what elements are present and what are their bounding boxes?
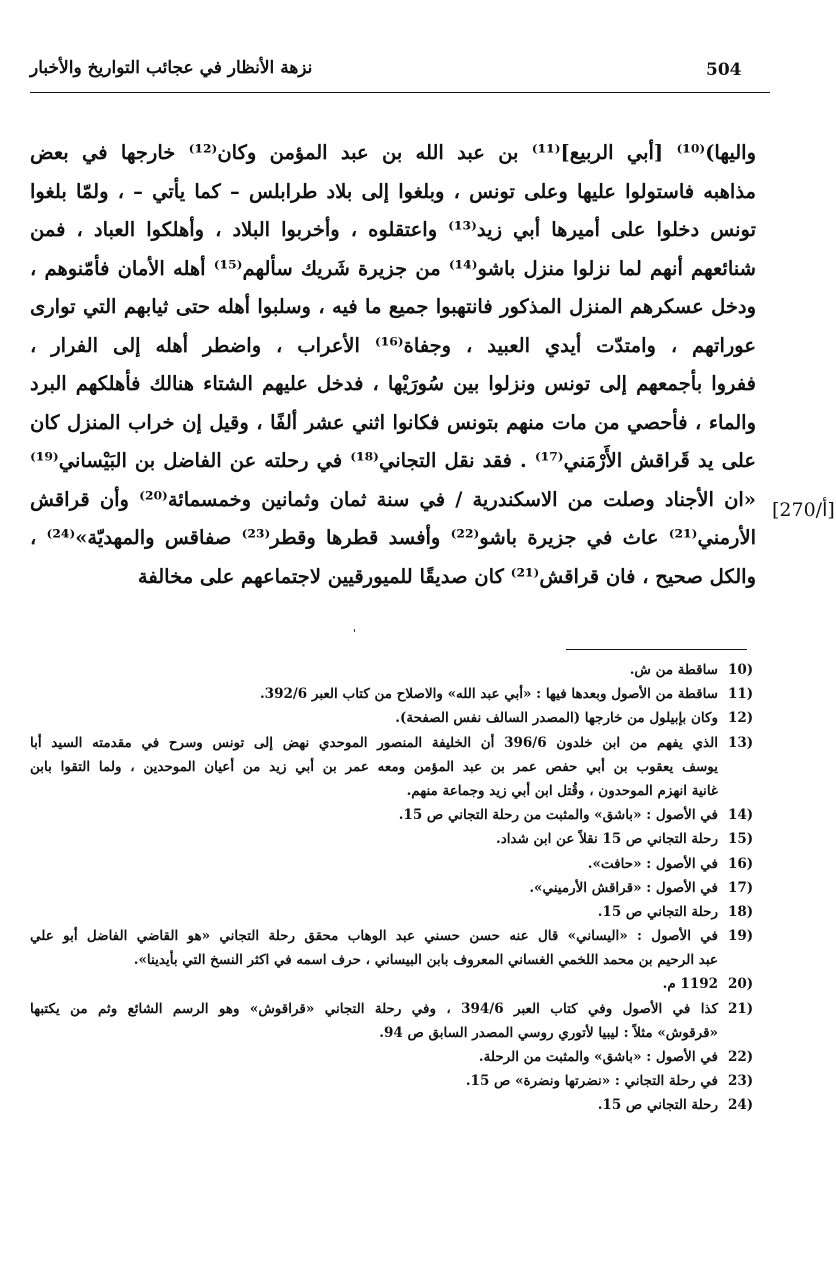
running-title: نزهة الأنظار في عجائب التواريخ والأخبار [30,58,313,78]
footnote-text: في الأصول : «باشق» والمثبت من رحلة التجاني ص 15. [398,807,718,824]
footnote-continuation [30,779,758,803]
footnote [30,900,758,924]
footnote [30,658,758,682]
footnote-number: 14) [728,807,754,824]
footnote-separator [566,649,747,650]
footnote-number: 16) [728,855,754,872]
footnote [30,972,758,996]
footnote [30,1045,758,1069]
body-line: واليها)⁽¹⁰⁾ [أبي الربيع]⁽¹¹⁾ بن عبد الله بن عبد المؤمن وكان⁽¹²⁾ خارجها في بعض [30,141,756,164]
footnote-text: في الأصول : «حافت». [587,855,718,872]
footnote-number: 12) [728,710,754,727]
footnote-text: «قرقوش» مثلاً : ليبيا لأتوري روسي المصدر السابق ص 94. [379,1024,718,1041]
footnote [30,852,758,876]
footnote-number: 19) [728,928,754,945]
body-line: ففروا بأجمعهم إلى تونس ونزلوا بين سُورَيْها ، فدخل عليهم الشتاء هنالك فأهلكهم البرد [30,372,756,395]
footnote-number: 10) [728,662,754,678]
footnote-text: وكان بإبيلول من خارجها (المصدر السالف نفس الصفحة). [395,710,718,727]
footnote [30,731,758,755]
footnote [30,706,758,730]
footnote [30,803,758,827]
ink-mark: ' [353,627,357,640]
footnote-text: في رحلة التجاني : «نضرتها ونضرة» ص 15. [465,1073,718,1090]
footnote-text: في الأصول : «اليساني» قال عنه حسن حسني عبد الوهاب محقق رحلة التجاني «هو القاضي الفاضل أبو علي [30,928,718,945]
page-number: 504 [706,60,742,80]
footnote [30,827,758,851]
footnote [30,924,758,948]
footnote-number: 18) [728,903,754,920]
page-header [30,58,770,93]
footnote-continuation [30,755,758,779]
main-text [30,134,756,596]
footnote-number: 21) [728,1000,754,1017]
footnote-text: ساقطة من الأصول وبعدها فيها : «أبي عبد الله» والاصلاح من كتاب العبر 392/6. [259,686,718,703]
footnote-text: رحلة التجاني ص 15 نقلاً عن ابن شداد. [496,831,718,848]
footnote-text: يوسف يعقوب بن أبي حفص عمر بن عبد المؤمن ومعه عمر بن أبي زيد من أعيان الموحدين ، ولما التقوا بابن [30,758,718,775]
footnote-text: رحلة التجاني ص 15. [597,903,718,920]
footnote-continuation [30,1021,758,1045]
footnote [30,876,758,900]
footnote-text: غانية انهزم الموحدون ، وقُتل ابن أبي زيد وجماعة منهم. [406,782,718,799]
footnote-number: 22) [728,1049,754,1065]
body-line: «ان الأجناد وصلت من الاسكندرية / في سنة ثمان وثمانين وخمسمائة⁽²⁰⁾ وأن قراقش [30,487,756,511]
footnote-continuation [30,948,758,972]
footnote-number: 24) [728,1097,754,1114]
footnote-text: عبد الرحيم بن محمد اللخمي الغساني المعروف بابن البيساني ، حرف اسمه في اكثر النسخ التي بأيدينا». [133,952,718,969]
footnote [30,682,758,706]
footnote [30,997,758,1021]
footnote-number: 15) [728,831,754,848]
manuscript-folio-reference: [270/أ] [772,499,835,521]
body-line: عوراتهم ، وامتدّت أيدي العبيد ، وجفاة⁽¹⁶⁾ الأعراب ، واضطر أهله إلى الفرار ، [30,333,756,357]
footnotes [30,658,758,1118]
footnote-text: 1192 م. [662,976,718,993]
body-line: مذاهبه فاستولوا عليها وعلى تونس ، وبلغوا إلى بلاد طرابلس – كما يأتي – ، ولمّا بلغوا [30,179,756,203]
footnote-text: في الأصول : «باشق» والمثبت من الرحلة. [478,1049,718,1065]
footnote-text: في الأصول : «قراقش الأرميني». [529,879,718,896]
footnote [30,1093,758,1117]
footnote-text: الذي يفهم من ابن خلدون 396/6 أن الخليفة المنصور الموحدي نهض إلى تونس وسرح في مقدمته السيد أبا [30,734,719,751]
footnote-number: 13) [728,734,754,751]
body-line: ودخل عسكرهم المنزل المذكور فانتهبوا جميع ما فيه ، وسلبوا أهله حتى ثيابهم التي توارى [30,295,756,318]
footnote-text: رحلة التجاني ص 15. [597,1097,718,1114]
body-line: شنائعهم أنهم لما نزلوا منزل باشو⁽¹⁴⁾ من جزيرة شَريك سألهم⁽¹⁵⁾ أهله الأمان فأمّنوهم ، [30,256,756,280]
footnote-number: 23) [728,1073,754,1090]
footnote-text: كذا في الأصول وفي كتاب العبر 394/6 ، وفي رحلة التجاني «قراقوش» وهو الرسم الشائع وثم من يكتبها [30,1000,718,1017]
body-line: على يد قَراقش الأَرْمَني⁽¹⁷⁾ . فقد نقل التجاني⁽¹⁸⁾ في رحلته عن الفاضل بن البَيْساني⁽¹⁹⁾ [30,449,756,472]
body-line: والماء ، فأحصي من مات منهم بتونس فكانوا اثني عشر ألفًا ، وقيل إن خراب المنزل كان [30,410,756,434]
footnote-number: 20) [728,976,754,993]
body-line: والكل صحيح ، فان قراقش⁽²¹⁾ كان صديقًا للميورقيين لاجتماعهم على مخالفة [137,564,756,588]
body-line: الأرمني⁽²¹⁾ عاث في جزيرة باشو⁽²²⁾ وأفسد قطرها وقطر⁽²³⁾ صفاقس والمهديّة»⁽²⁴⁾ ، [30,526,756,549]
footnote-number: 11) [728,686,754,703]
body-line: تونس دخلوا على أميرها أبي زيد⁽¹³⁾ واعتقلوه ، وأخربوا البلاد ، وأهلكوا العباد ، فمن [30,218,756,241]
footnote [30,1069,758,1093]
footnote-number: 17) [728,879,754,896]
footnote-text: ساقطة من ش. [629,662,718,678]
